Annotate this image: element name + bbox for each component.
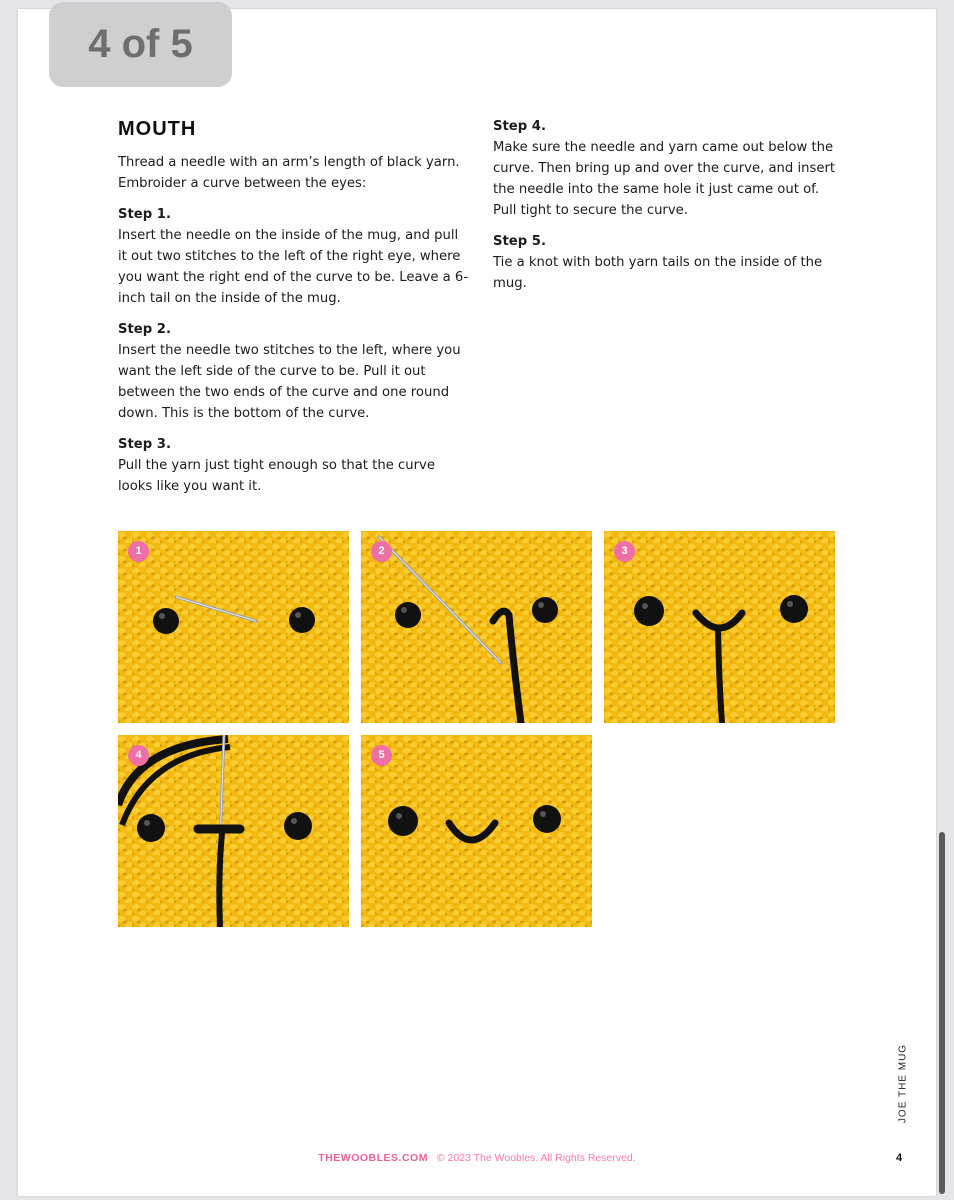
step-text: Pull the yarn just tight enough so that the curve looks like you want it.: [118, 458, 435, 494]
section-title: MOUTH: [118, 118, 197, 140]
step-3: [118, 434, 470, 497]
website-link[interactable]: THEWOOBLES.COM: [318, 1152, 428, 1164]
left-column: [118, 116, 470, 507]
page-number: 4: [896, 1152, 903, 1164]
step-photo-4: [118, 735, 349, 927]
scrollbar[interactable]: [939, 832, 945, 1194]
step-text: Insert the needle two stitches to the left, where you want the left side of the curve to be. Pull it out between the two ends of the curve and one round down. This is the bottom of the curve.: [118, 343, 461, 421]
step-photo-5: [361, 735, 592, 927]
step-4: [493, 116, 843, 221]
page-indicator: 4 of 5: [49, 2, 232, 87]
photo-number-badge: 2: [371, 541, 392, 562]
step-photo-1: [118, 531, 349, 723]
step-title: Step 3.: [118, 437, 171, 452]
step-photo-2: [361, 531, 592, 723]
photo-number-badge: 4: [128, 745, 149, 766]
step-2: [118, 319, 470, 424]
photo-number-badge: 1: [128, 541, 149, 562]
footer: [0, 1152, 954, 1164]
step-1: [118, 204, 470, 309]
photo-number-badge: 5: [371, 745, 392, 766]
step-text: Make sure the needle and yarn came out below the curve. Then bring up and over the curve, and insert the needle into the same hole it just came out of. Pull tight to secure the curve.: [493, 140, 836, 218]
step-text: Insert the needle on the inside of the mug, and pull it out two stitches to the left of the right eye, where you want the right end of the curve to be. Leave a 6-inch tail on the inside of the mug.: [118, 228, 469, 306]
side-label: JOE THE MUG: [897, 1043, 909, 1124]
copyright-text: © 2023 The Woobles. All Rights Reserved.: [436, 1152, 636, 1164]
step-title: Step 4.: [493, 119, 546, 134]
right-column: [493, 116, 843, 304]
intro-text: Thread a needle with an arm’s length of black yarn. Embroider a curve between the eyes:: [118, 155, 460, 191]
step-title: Step 5.: [493, 234, 546, 249]
step-photo-3: [604, 531, 835, 723]
step-title: Step 2.: [118, 322, 171, 337]
step-5: [493, 231, 843, 294]
step-text: Tie a knot with both yarn tails on the inside of the mug.: [493, 255, 823, 291]
photo-number-badge: 3: [614, 541, 635, 562]
step-title: Step 1.: [118, 207, 171, 222]
